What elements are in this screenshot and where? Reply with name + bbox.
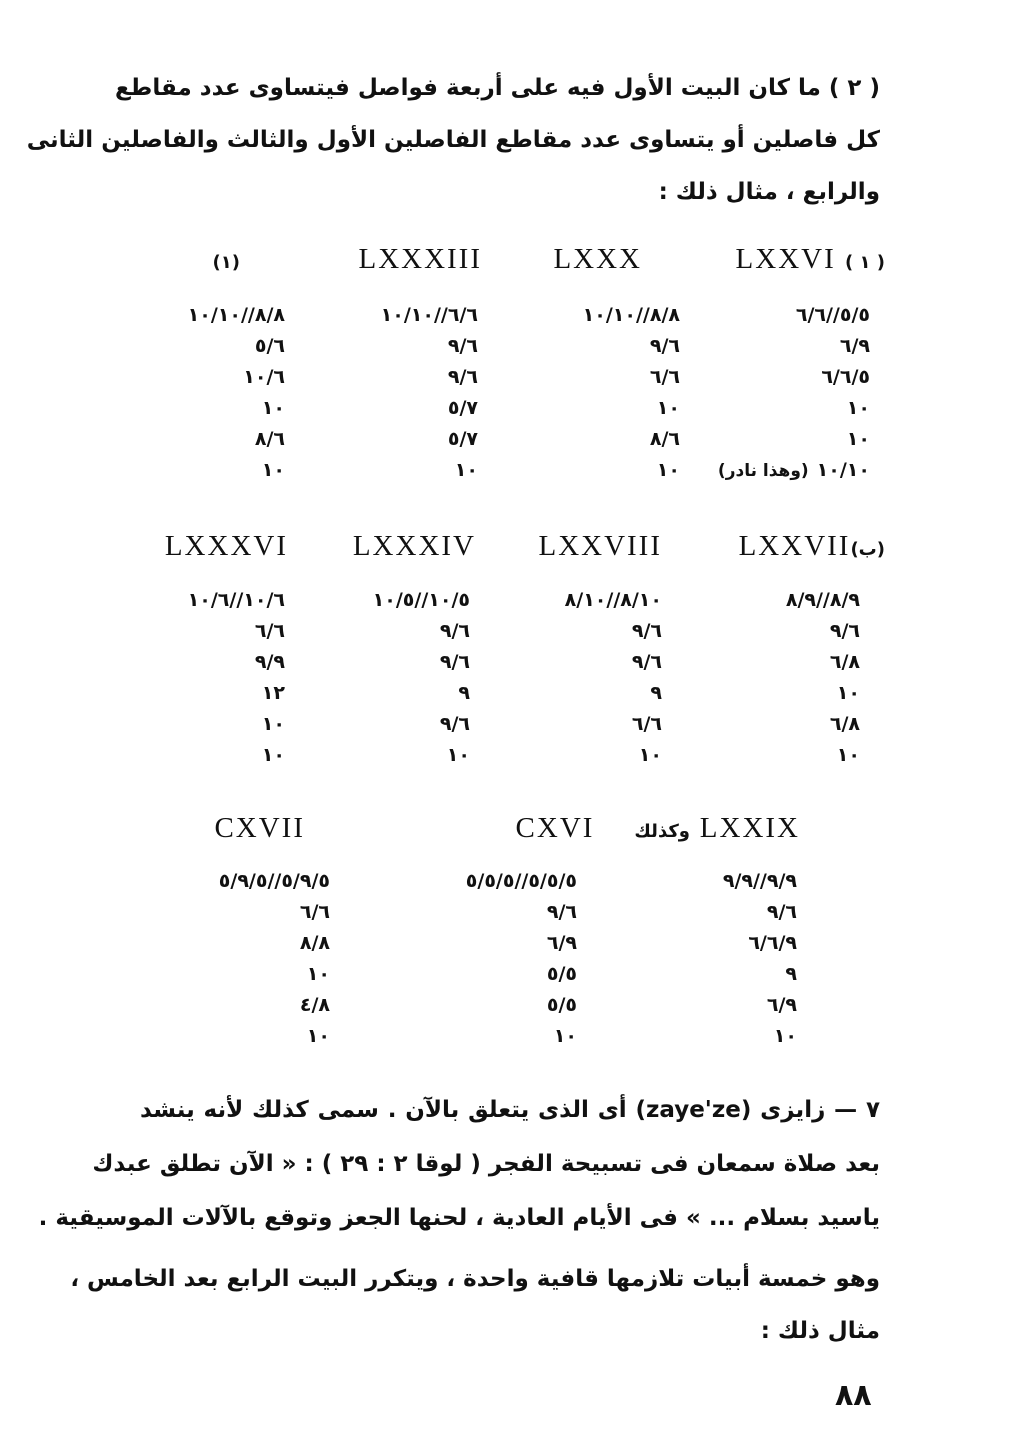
table-cell: ٦/٦	[254, 620, 285, 642]
table-cell: ٥/٧	[447, 428, 478, 450]
section-7b-paragraph	[70, 1253, 880, 1357]
table-column	[466, 866, 577, 1052]
table-column	[786, 585, 860, 771]
table-cell: ١٠/١٠//٨/٨	[187, 304, 285, 326]
intro-line: والرابع ، مثال ذلك :	[658, 179, 880, 205]
table-cell: ٥/٧	[447, 397, 478, 419]
column-header: LXXVII(ب)	[738, 530, 885, 562]
column-header: LXXX	[553, 243, 642, 275]
table-column	[188, 585, 285, 771]
column-header: LXXVIII	[538, 530, 662, 562]
table-cell: ٨/٦	[649, 428, 680, 450]
table-cell: ٩/٦	[447, 335, 478, 357]
table-cell: ٩	[785, 963, 797, 985]
table-cell: ١٠	[306, 1025, 330, 1047]
table-column	[373, 585, 470, 771]
table-column	[718, 300, 870, 486]
table-column	[381, 300, 478, 486]
table-column	[188, 300, 285, 486]
table-cell: ٩/٦	[631, 620, 662, 642]
table-cell: ١٠	[656, 397, 680, 419]
table-cell: ٦/٦/٩	[748, 932, 797, 954]
table-cell: ١٠	[656, 459, 680, 481]
table-cell: ٩	[650, 682, 662, 704]
table-cell: ١٠	[638, 744, 662, 766]
table-cell: ٦/٩	[839, 335, 870, 357]
table-cell: ٩/٩	[254, 651, 285, 673]
table-cell: ٤/٨	[299, 994, 330, 1016]
intro-line: كل فاصلين أو يتساوى عدد مقاطع الفاصلين الأول والثالث والفاصلين الثانى	[26, 127, 880, 153]
cell-note: (وهذا نادر)	[717, 461, 809, 481]
table-column	[219, 866, 330, 1052]
table-cell: ٥/٩/٥//٥/٩/٥	[218, 870, 330, 892]
section-7-line: ياسيد بسلام ... » فى الأيام العادية ، لحنها الجعز وتوقع بالآلات الموسيقية .	[38, 1205, 880, 1231]
table-cell: ٦/٨	[829, 651, 860, 673]
table-cell: ٦/٦//٥/٥	[795, 304, 870, 326]
table-cell: ٥/٥/٥//٥/٥/٥	[465, 870, 577, 892]
table-cell: ٦/٩	[546, 932, 577, 954]
column-header: (١)	[212, 252, 240, 273]
column-header: CXVII	[214, 812, 305, 844]
table-cell: ٨/١٠//٨/١٠	[564, 589, 662, 611]
table-cell: ١٠	[306, 963, 330, 985]
table-cell: ٦/٨	[829, 713, 860, 735]
table-cell: ٦/٦	[649, 366, 680, 388]
table-cell: ٨/٦	[254, 428, 285, 450]
table-cell: ٩/٦	[447, 366, 478, 388]
column-header: LXXXVI	[164, 530, 288, 562]
table-column	[583, 300, 680, 486]
table-cell: ٩/٦	[439, 620, 470, 642]
table-cell: ١٠	[553, 1025, 577, 1047]
section-7-line: ٧ — زايزى (zaye'ze) أى الذى يتعلق بالآن . سمى كذلك لأنه ينشد	[140, 1097, 880, 1123]
table-cell: ١٠/١٠//٦/٦	[380, 304, 478, 326]
table-cell: ١٠/٦	[243, 366, 285, 388]
table-cell: ٨/٩//٨/٩	[785, 589, 860, 611]
column-header: LXXXIV	[352, 530, 476, 562]
table-cell: ٩/٦	[546, 901, 577, 923]
table-cell: ١٠	[454, 459, 478, 481]
table-cell: ١٠	[261, 397, 285, 419]
section-7b-line: وهو خمسة أبيات تلازمها قافية واحدة ، ويتكرر البيت الرابع بعد الخامس ،	[70, 1266, 880, 1292]
intro-line: ( ٢ ) ما كان البيت الأول فيه على أربعة فواصل فيتساوى عدد مقاطع	[114, 75, 880, 101]
table-cell: ٥/٥	[546, 963, 577, 985]
table-cell: ٥/٦	[254, 335, 285, 357]
table-cell: ٦/٦	[631, 713, 662, 735]
page-number: ٨٨	[835, 1378, 872, 1413]
table-cell: ٩/٦	[829, 620, 860, 642]
table-cell: ٩/٦	[439, 651, 470, 673]
table-cell: ١٠	[836, 682, 860, 704]
table-cell: ١٠	[446, 744, 470, 766]
table-cell: ١٠	[773, 1025, 797, 1047]
table-cell: ٩/٦	[631, 651, 662, 673]
section-7b-line: مثال ذلك :	[760, 1318, 880, 1344]
intro-paragraph	[26, 62, 880, 218]
section-7-line: بعد صلاة سمعان فى تسبيحة الفجر ( لوقا ٢ : ٢٩ ) : « الآن تطلق عبدك	[92, 1151, 880, 1177]
table-cell: ٦/٦/٥	[821, 366, 870, 388]
table-cell: ١٠/٥//١٠/٥	[372, 589, 470, 611]
table-cell: ١٠	[836, 744, 860, 766]
table-cell: (وهذا نادر) ١٠/١٠	[717, 459, 870, 481]
table-cell: ٩/٦	[766, 901, 797, 923]
column-header: CXVI وكذلك	[515, 812, 690, 844]
column-header: LXXIX	[699, 812, 800, 844]
table-cell: ٩/٩//٩/٩	[722, 870, 797, 892]
table-cell: ١٠	[846, 428, 870, 450]
column-header: LXXXIII	[358, 243, 482, 275]
table-cell: ١٠	[261, 713, 285, 735]
table-cell: ١٠/٦//١٠/٦	[187, 589, 285, 611]
table-column	[723, 866, 797, 1052]
table-cell: ١٠/١٠//٨/٨	[582, 304, 680, 326]
table-column	[565, 585, 662, 771]
table-cell: ٩	[458, 682, 470, 704]
table-cell: ٥/٥	[546, 994, 577, 1016]
table-cell: ١٢	[261, 682, 285, 704]
table-cell: ٦/٦	[299, 901, 330, 923]
table-cell: ١٠	[261, 744, 285, 766]
table-cell: ١٠	[846, 397, 870, 419]
table-cell: ٩/٦	[649, 335, 680, 357]
table-cell: ٨/٨	[299, 932, 330, 954]
section-7-paragraph	[38, 1083, 880, 1245]
table-cell: ١٠	[261, 459, 285, 481]
table-cell: ٦/٩	[766, 994, 797, 1016]
table-cell: ٩/٦	[439, 713, 470, 735]
column-header: LXXVI ( ١ )	[735, 243, 885, 275]
